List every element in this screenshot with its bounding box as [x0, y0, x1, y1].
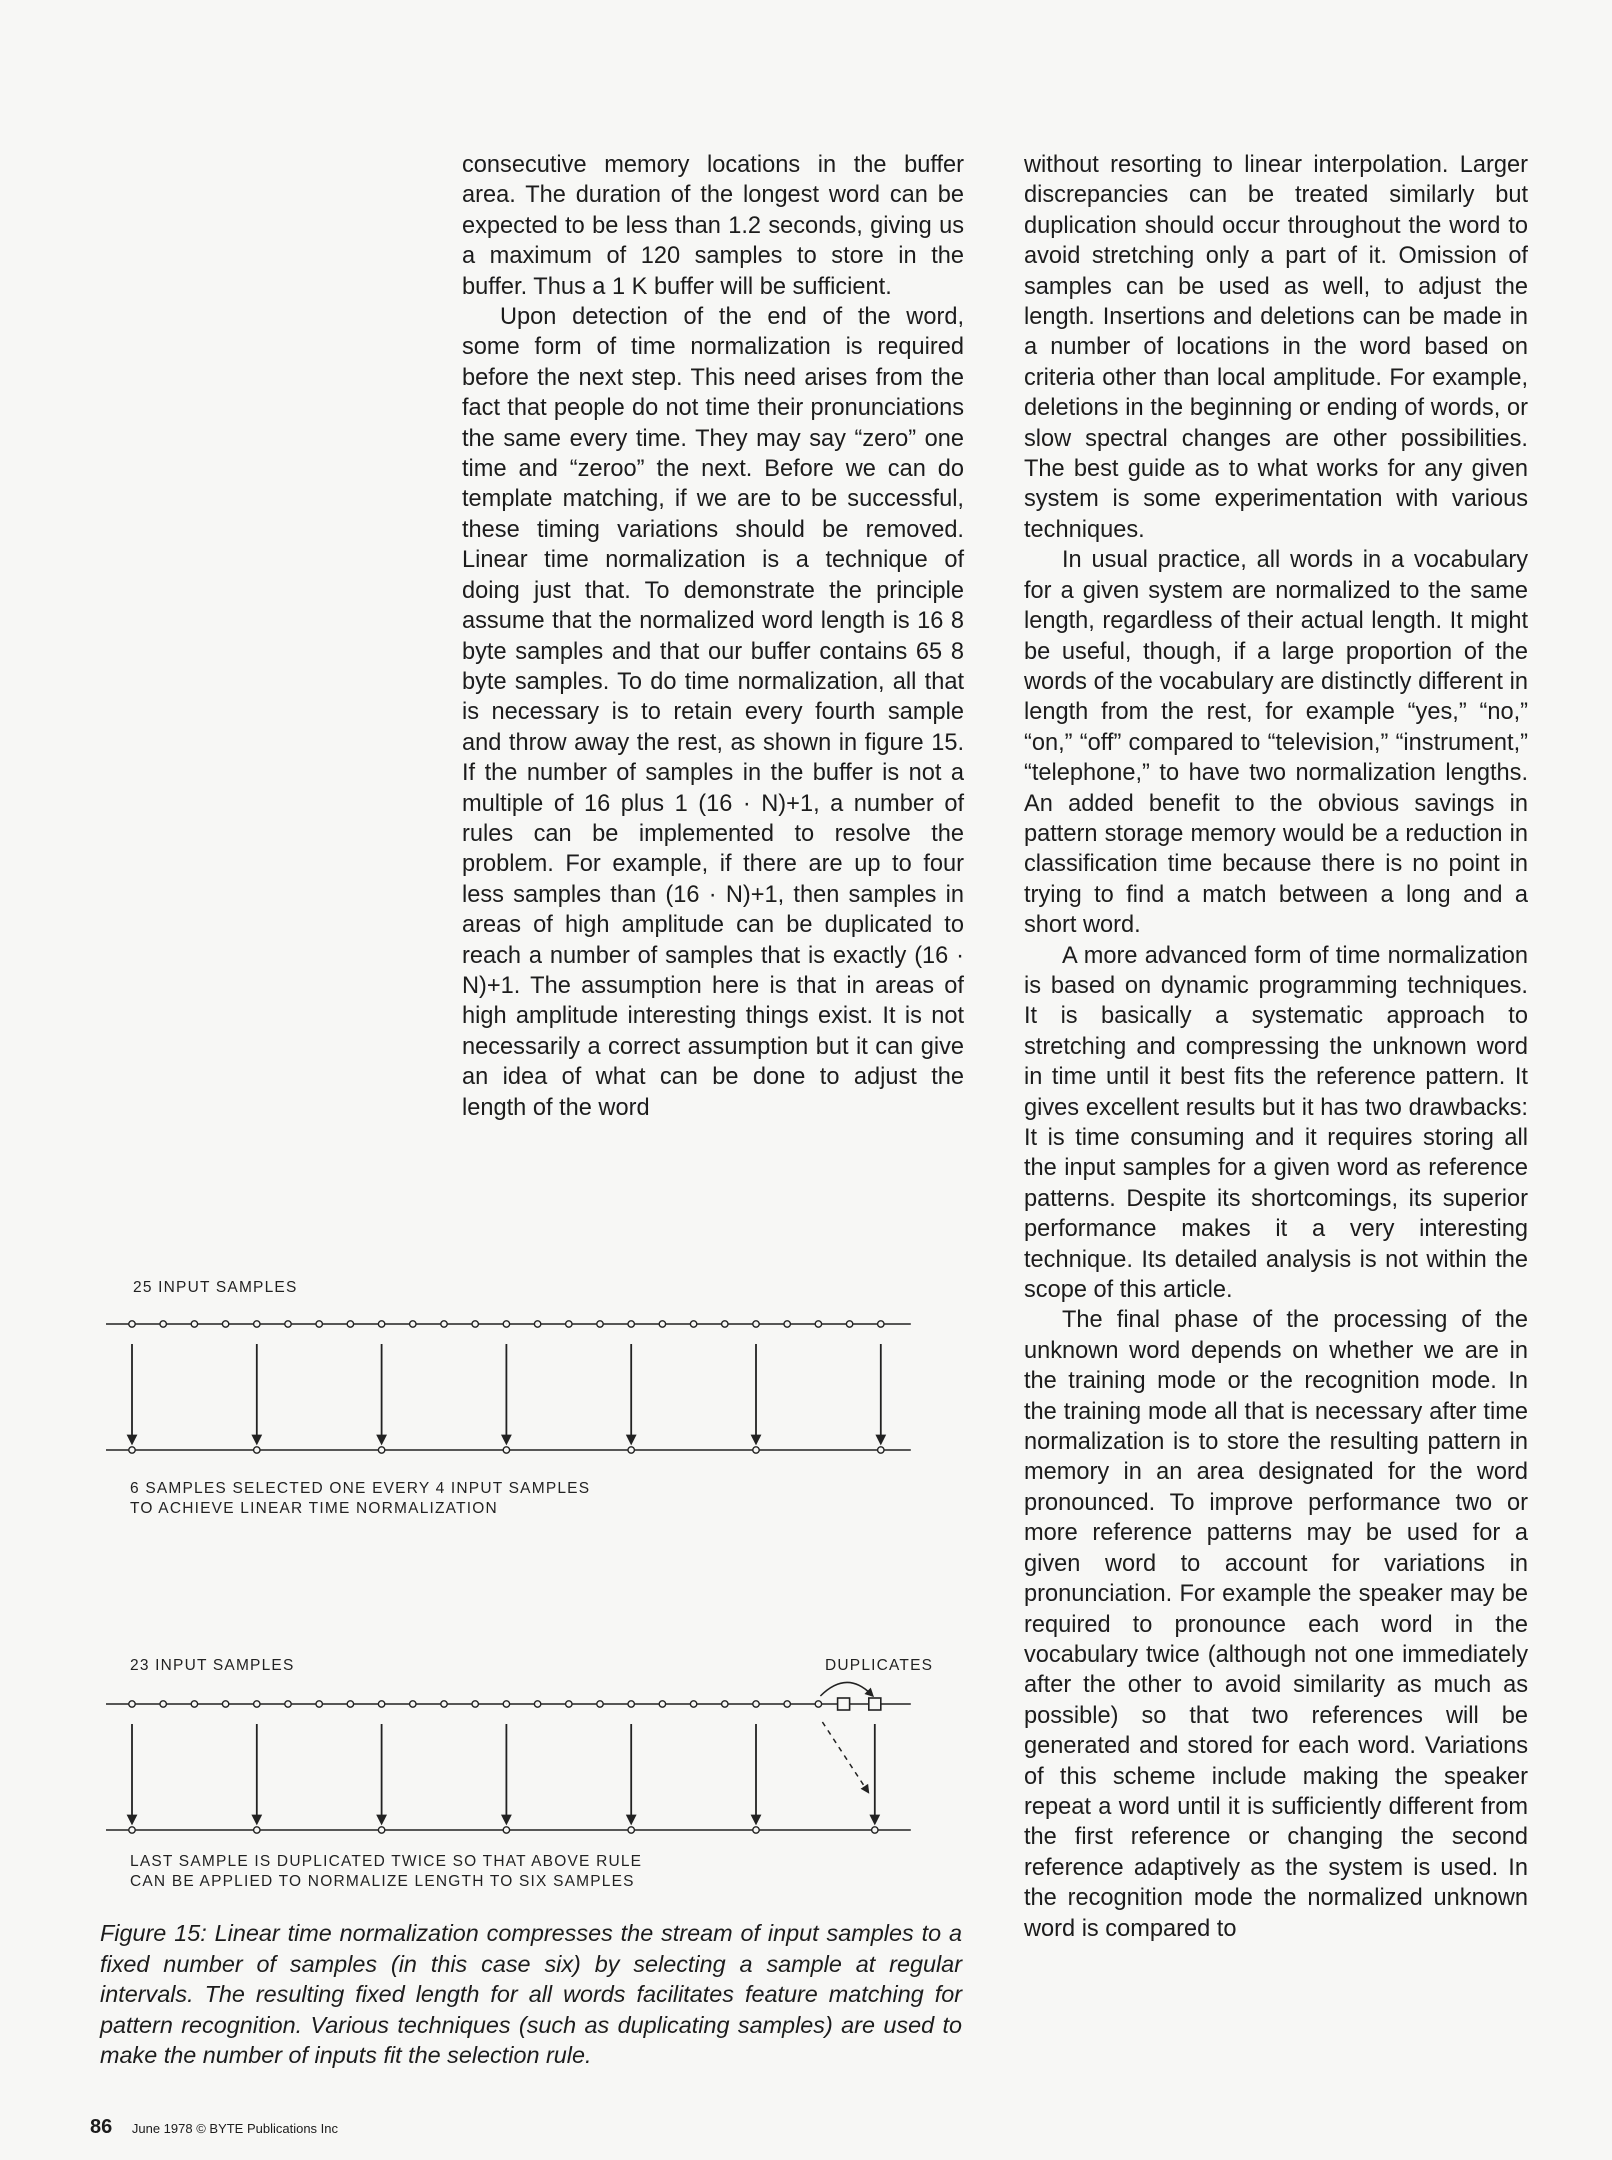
figure-caption: Figure 15: Linear time normalization compresses the stream of input samples to a fixed number of samples (in this case six) by selecting a sample at regular intervals. The resulting fixed length for all words facilitates feature matching for pattern recognition. Various techniques (such as duplicating samples) are used to make the number of inputs fit the selection rule.: [100, 1920, 962, 2068]
input-sample-dot: [410, 1321, 416, 1327]
selected-sample-dot: [753, 1827, 759, 1833]
input-sample-dot: [378, 1701, 384, 1707]
paragraph: A more advanced form of time normalization is based on dynamic programming techniques. It is basically a systematic approach to stretching and compressing the unknown word in time until it best fits the reference pattern. It gives excellent results but it has two drawbacks: It is time consuming and it requires storing all the input samples for a given word as reference patterns. Despite its shortcomings, its superior performance makes it a very interesting technique. Its detailed analysis is not within the scope of this article.: [1024, 942, 1528, 1304]
input-sample-dot: [129, 1701, 135, 1707]
text-column-right: [1024, 150, 1528, 1944]
input-sample-dot: [410, 1701, 416, 1707]
diagram-a: [100, 1300, 920, 1470]
page-number: 86: [90, 2116, 113, 2138]
paragraph: without resorting to linear interpolation. Larger discrepancies can be treated similarly but duplication should occur throughout the word to avoid stretching only a part of it. Omission of samples can be used as well, to adjust the length. Insertions and deletions can be made in a number of locations in the word based on criteria other than local amplitude. For example, deletions in the beginning or ending of words, or slow spectral changes are other possibilities. The best guide as to what works for any given system is some experimentation with various techniques.: [1024, 152, 1528, 543]
paragraph: In usual practice, all words in a vocabulary for a given system are normalized to the same length, regardless of their actual length. It might be useful, though, if a large proportion of the words of the vocabulary are distinctly different in length from the rest, for example “yes,” “no,” “on,” “off” compared to “television,” “instrument,” “telephone,” to have two normalization lengths. An added benefit to the obvious savings in pattern storage memory would be a reduction in classification time because there is no point in trying to find a match between a long and a short word.: [1024, 547, 1528, 939]
input-sample-dot: [441, 1701, 447, 1707]
selected-sample-dot: [628, 1447, 634, 1453]
input-sample-dot: [472, 1321, 478, 1327]
input-sample-dot: [597, 1701, 603, 1707]
selected-sample-dot: [254, 1447, 260, 1453]
input-sample-dot: [316, 1701, 322, 1707]
input-sample-dot: [160, 1321, 166, 1327]
input-sample-dot: [690, 1321, 696, 1327]
text-column-middle: [462, 150, 964, 1123]
input-sample-dot: [815, 1701, 821, 1707]
input-sample-dot: [534, 1321, 540, 1327]
input-sample-dot: [503, 1701, 509, 1707]
diagram-b-note-line2: CAN BE APPLIED TO NORMALIZE LENGTH TO SIX SAMPLES: [130, 1873, 635, 1890]
selected-sample-dot: [878, 1447, 884, 1453]
diagram-a-bottom-label: [130, 1479, 590, 1519]
input-sample-dot: [472, 1701, 478, 1707]
duplicate-sample-box: [838, 1698, 850, 1710]
input-sample-dot: [191, 1701, 197, 1707]
diagram-b-note-line1: LAST SAMPLE IS DUPLICATED TWICE SO THAT ABOVE RULE: [130, 1853, 643, 1870]
footer-text: June 1978 © BYTE Publications Inc: [131, 2121, 339, 2136]
input-sample-dot: [628, 1321, 634, 1327]
selected-sample-dot: [628, 1827, 634, 1833]
input-sample-dot: [347, 1321, 353, 1327]
duplicate-curve-arrow: [820, 1682, 870, 1696]
input-sample-dot: [566, 1701, 572, 1707]
diagram-a-note-line1: 6 SAMPLES SELECTED ONE EVERY 4 INPUT SAMPLES: [130, 1480, 591, 1497]
input-sample-dot: [784, 1701, 790, 1707]
input-sample-dot: [254, 1321, 260, 1327]
input-sample-dot: [722, 1321, 728, 1327]
diagram-b: [100, 1680, 920, 1850]
input-sample-dot: [191, 1321, 197, 1327]
selected-sample-dot: [129, 1447, 135, 1453]
diagram-a-top-label: 25 INPUT SAMPLES: [133, 1279, 298, 1296]
input-sample-dot: [129, 1321, 135, 1327]
input-sample-dot: [753, 1701, 759, 1707]
input-sample-dot: [659, 1321, 665, 1327]
input-sample-dot: [160, 1701, 166, 1707]
selected-sample-dot: [753, 1447, 759, 1453]
input-sample-dot: [597, 1321, 603, 1327]
duplicates-label: DUPLICATES: [825, 1657, 934, 1674]
diagram-b-bottom-label: [130, 1852, 642, 1892]
duplicate-sample-box: [869, 1698, 881, 1710]
input-sample-dot: [534, 1701, 540, 1707]
paragraph: consecutive memory locations in the buffer area. The duration of the longest word can be expected to be less than 1.2 seconds, giving us a maximum of 120 samples to store in the buffer. Thus a 1 K buffer will be sufficient.: [462, 152, 964, 300]
input-sample-dot: [628, 1701, 634, 1707]
input-sample-dot: [285, 1701, 291, 1707]
input-sample-dot: [378, 1321, 384, 1327]
selected-sample-dot: [254, 1827, 260, 1833]
input-sample-dot: [441, 1321, 447, 1327]
diagram-b-top-label: 23 INPUT SAMPLES: [130, 1657, 295, 1674]
diagram-a-note-line2: TO ACHIEVE LINEAR TIME NORMALIZATION: [130, 1500, 498, 1517]
input-sample-dot: [347, 1701, 353, 1707]
input-sample-dot: [659, 1701, 665, 1707]
input-sample-dot: [878, 1321, 884, 1327]
input-sample-dot: [222, 1321, 228, 1327]
selected-sample-dot: [872, 1827, 878, 1833]
input-sample-dot: [316, 1321, 322, 1327]
selected-sample-dot: [503, 1447, 509, 1453]
input-sample-dot: [815, 1321, 821, 1327]
selected-sample-dot: [129, 1827, 135, 1833]
selected-sample-dot: [503, 1827, 509, 1833]
paragraph: The final phase of the processing of the unknown word depends on whether we are in the training mode or the recognition mode. In the training mode all that is necessary after time normalization is to store the resulting pattern in memory in an area designated for the word pronounced. To improve performance two or more reference patterns may be used for a given word to account for variations in pronunciation. For example the speaker may be required to pronounce each word in the vocabulary twice (although not one immediately after the other to avoid similarity as much as possible) so that two references will be generated and stored for each word. Variations of this scheme include making the speaker repeat a word until it is sufficiently different from the first reference or changing the second reference adaptively as the system is used. In the recognition mode the normalized unknown word is compared to: [1024, 1307, 1528, 1942]
input-sample-dot: [846, 1321, 852, 1327]
input-sample-dot: [566, 1321, 572, 1327]
input-sample-dot: [753, 1321, 759, 1327]
paragraph: Upon detection of the end of the word, some form of time normalization is required before the next step. This need arises from the fact that people do not time their pronunciations the same every time. They may say “zero” one time and “zeroo” the next. Before we can do template matching, if we are to be successful, these timing variations should be removed. Linear time normalization is a technique of doing just that. To demonstrate the principle assume that the normalized word length is 16 8 byte samples and that our buffer contains 65 8 byte samples. To do time normalization, all that is necessary is to retain every fourth sample and throw away the rest, as shown in figure 15. If the number of samples in the buffer is not a multiple of 16 plus 1 (16 · N)+1, a number of rules can be implemented to resolve the problem. For example, if there are up to four less samples than (16 · N)+1, then samples in areas of high amplitude can be duplicated to reach a number of samples that is exactly (16 · N)+1. The assumption here is that in areas of high amplitude interesting things exist. It is not necessarily a correct assumption but it can give an idea of what can be done to adjust the length of the word: [462, 304, 964, 1121]
input-sample-dot: [722, 1701, 728, 1707]
input-sample-dot: [690, 1701, 696, 1707]
input-sample-dot: [222, 1701, 228, 1707]
page-footer: [90, 2116, 338, 2139]
duplicate-dashed-arrow: [822, 1722, 866, 1790]
input-sample-dot: [503, 1321, 509, 1327]
input-sample-dot: [285, 1321, 291, 1327]
input-sample-dot: [254, 1701, 260, 1707]
input-sample-dot: [784, 1321, 790, 1327]
selected-sample-dot: [378, 1447, 384, 1453]
selected-sample-dot: [378, 1827, 384, 1833]
